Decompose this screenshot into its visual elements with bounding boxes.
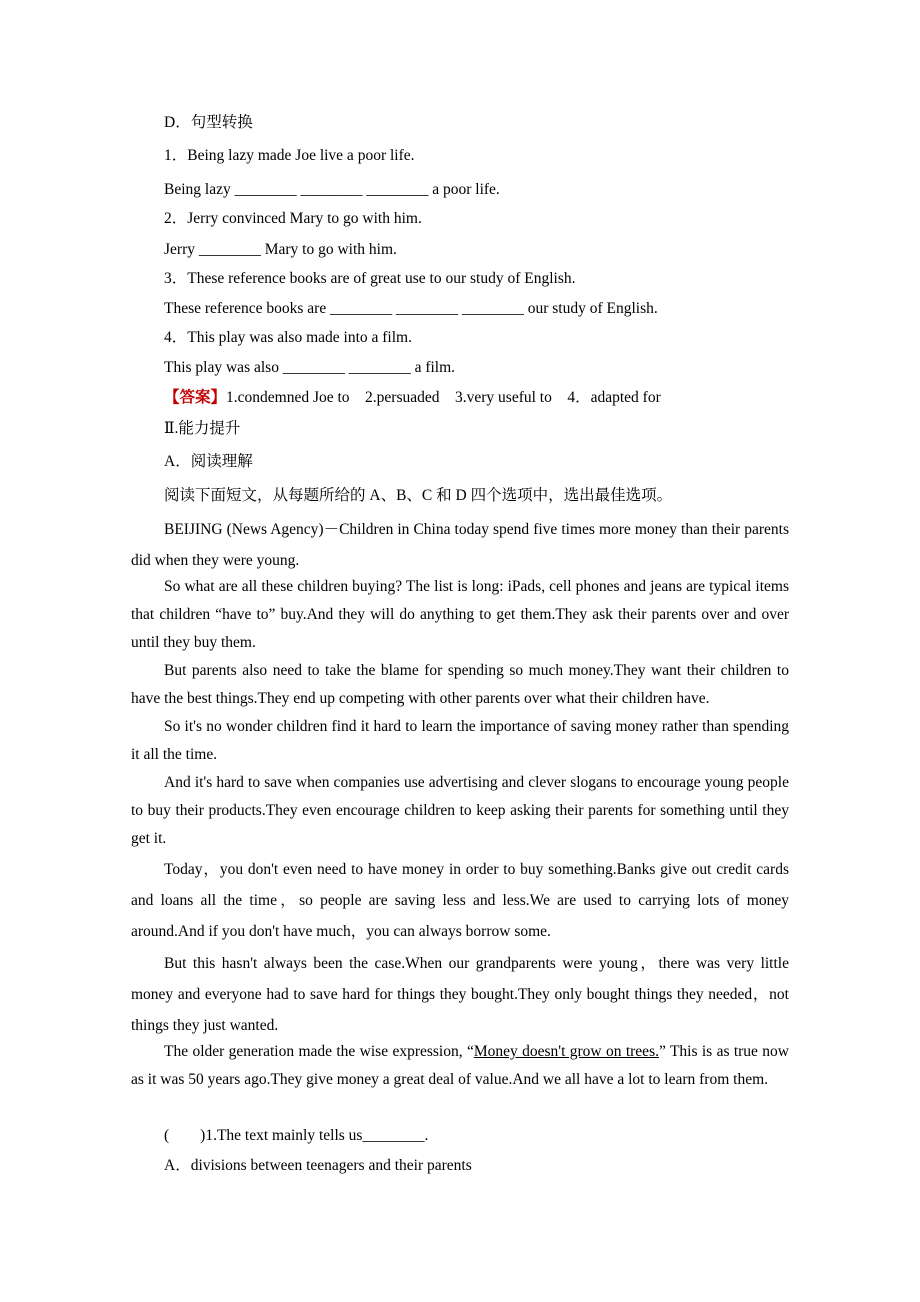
exercise-1-question: 1．Being lazy made Joe live a poor life.: [164, 147, 415, 164]
underlined-expression: Money doesn't grow on trees.: [473, 1043, 659, 1060]
reading-heading: A．阅读理解: [164, 453, 253, 470]
passage-paragraph-8: [131, 1038, 789, 1094]
exercise-4-question: 4．This play was also made into a film.: [164, 329, 412, 346]
p8-before: The older generation made the wise expression, “: [164, 1043, 474, 1060]
exercise-4-blank-sentence: This play was also ________ ________ a film.: [164, 359, 456, 376]
answer-text: 1.condemned Joe to 2.persuaded 3.very useful to 4．adapted for: [226, 389, 661, 406]
exercise-3-question: 3．These reference books are of great use to our study of English.: [164, 270, 576, 287]
passage-paragraph-7: But this hasn't always been the case.When our grandparents were young，there was very little money and everyone had to save hard for things they bought.They only bought things they needed，not things they just wanted.: [131, 955, 789, 1034]
passage-paragraph-1: BEIJING (News Agency)－Children in China today spend five times more money than their parents did when they were young.: [131, 521, 789, 569]
exercise-2-blank-sentence: Jerry ________ Mary to go with him.: [164, 241, 397, 258]
exercise-3-blank-sentence: These reference books are ________ ________ ________ our study of English.: [164, 300, 658, 317]
reading-instruction: 阅读下面短文，从每题所给的 A、B、C 和 D 四个选项中，选出最佳选项。: [164, 487, 673, 504]
p8-after: ” This is as true now as it was 50 years ago.They give money a great deal of value.And we all have a lot to learn from them.: [131, 1043, 789, 1088]
passage-paragraph-4: So it's no wonder children find it hard to learn the importance of saving money rather than spending it all the time.: [131, 718, 789, 763]
passage-paragraph-6: Today，you don't even need to have money in order to buy something.Banks give out credit cards and loans all the time，so people are saving less and less.We are used to carrying lots of money around.And if you don't have much，you can always borrow some.: [131, 861, 789, 940]
question-1-option-a: A．divisions between teenagers and their parents: [164, 1157, 472, 1174]
answer-line: [164, 388, 661, 408]
question-1-stem: ( )1.The text mainly tells us________.: [164, 1127, 429, 1144]
section-d-heading: D．句型转换: [164, 114, 253, 131]
passage-paragraph-3: But parents also need to take the blame for spending so much money.They want their children to have the best things.They end up competing with other parents over what their children have.: [131, 662, 789, 707]
exercise-2-question: 2．Jerry convinced Mary to go with him.: [164, 210, 422, 227]
section-ii-heading: Ⅱ.能力提升: [164, 420, 241, 437]
answer-label: 【答案】: [164, 389, 227, 406]
passage-paragraph-5: And it's hard to save when companies use advertising and clever slogans to encourage young people to buy their products.They even encourage children to keep asking their parents for something until they get it.: [131, 774, 789, 847]
passage-paragraph-2: So what are all these children buying? The list is long: iPads, cell phones and jeans are typical items that children “have to” buy.And they will do anything to get them.They ask their parents over and over until they buy them.: [131, 578, 789, 651]
exercise-1-blank-sentence: Being lazy ________ ________ ________ a poor life.: [164, 181, 500, 198]
